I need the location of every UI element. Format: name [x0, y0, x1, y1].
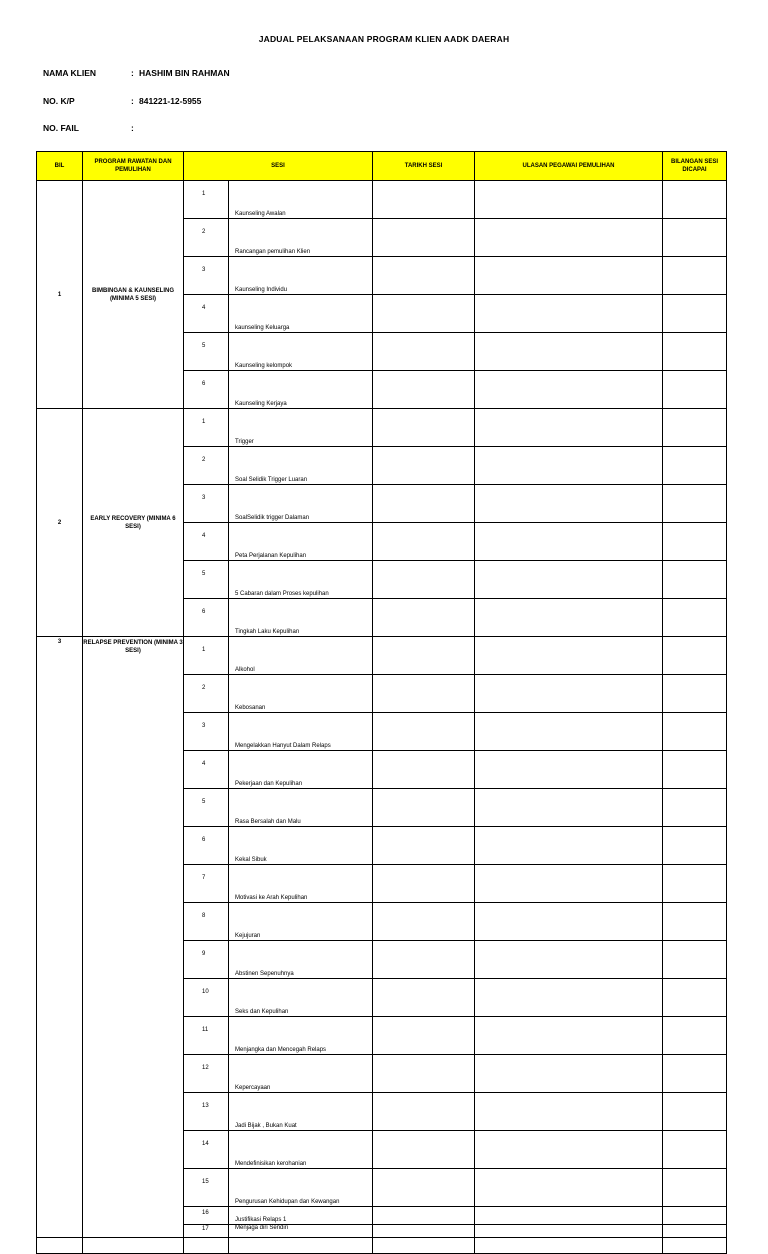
header-ulasan: ULASAN PEGAWAI PEMULIHAN: [475, 152, 663, 181]
officer-review-cell[interactable]: [475, 1093, 663, 1131]
session-date-cell[interactable]: [373, 485, 475, 523]
session-name: kaunseling Keluarga: [229, 295, 373, 333]
officer-review-cell[interactable]: [475, 1017, 663, 1055]
program-name: EARLY RECOVERY (MINIMA 6 SESI): [83, 409, 184, 637]
sessions-achieved-cell[interactable]: [663, 713, 727, 751]
session-name: Abstinen Sepenuhnya: [229, 941, 373, 979]
officer-review-cell[interactable]: [475, 1169, 663, 1207]
colon: :: [131, 96, 134, 106]
session-name: Tingkah Laku Kepulihan: [229, 599, 373, 637]
program-schedule-table: [36, 151, 727, 1254]
session-number: 5: [184, 561, 229, 599]
header-sesi: SESI: [184, 152, 373, 181]
header-program: PROGRAM RAWATAN DAN PEMULIHAN: [83, 152, 184, 181]
session-name: Pekerjaan dan Kepulihan: [229, 751, 373, 789]
session-date-cell[interactable]: [373, 1055, 475, 1093]
session-date-cell[interactable]: [373, 903, 475, 941]
officer-review-cell[interactable]: [475, 1207, 663, 1225]
program-number: 1: [37, 181, 83, 409]
officer-review-cell[interactable]: [475, 219, 663, 257]
session-name: Kaunseling Awalan: [229, 181, 373, 219]
ic-number-label: NO. K/P: [43, 96, 75, 106]
client-name-label: NAMA KLIEN: [43, 68, 97, 78]
sessions-achieved-cell[interactable]: [663, 827, 727, 865]
session-name: Mengelakkan Hanyut Dalam Relaps: [229, 713, 373, 751]
blank-cell: [184, 1238, 229, 1254]
session-name: Trigger: [229, 409, 373, 447]
session-number: 2: [184, 447, 229, 485]
file-number-label: NO. FAIL: [43, 123, 79, 133]
sessions-achieved-cell[interactable]: [663, 485, 727, 523]
session-date-cell[interactable]: [373, 637, 475, 675]
session-number: 11: [184, 1017, 229, 1055]
session-name: Kaunseling Kerjaya: [229, 371, 373, 409]
session-number: 17: [184, 1225, 229, 1238]
blank-cell: [83, 1238, 184, 1254]
officer-review-cell[interactable]: [475, 1225, 663, 1238]
session-name: Kejujuran: [229, 903, 373, 941]
header-tarikh: TARIKH SESI: [373, 152, 475, 181]
session-name: Mendefinisikan kerohanian: [229, 1131, 373, 1169]
session-name: Menjangka dan Mencegah Relaps: [229, 1017, 373, 1055]
session-name: Soal Selidik Trigger Luaran: [229, 447, 373, 485]
session-name: Menjaga diri Sendiri: [229, 1225, 373, 1238]
sessions-achieved-cell[interactable]: [663, 789, 727, 827]
session-number: 12: [184, 1055, 229, 1093]
session-number: 3: [184, 713, 229, 751]
officer-review-cell[interactable]: [475, 561, 663, 599]
session-date-cell[interactable]: [373, 447, 475, 485]
session-date-cell[interactable]: [373, 1169, 475, 1207]
session-number: 4: [184, 751, 229, 789]
session-name: Rasa Bersalah dan Malu: [229, 789, 373, 827]
sessions-achieved-cell[interactable]: [663, 371, 727, 409]
table-row: [37, 637, 727, 675]
client-name-value: HASHIM BIN RAHMAN: [139, 68, 230, 78]
officer-review-cell[interactable]: [475, 827, 663, 865]
sessions-achieved-cell[interactable]: [663, 1207, 727, 1225]
sessions-achieved-cell[interactable]: [663, 333, 727, 371]
session-date-cell[interactable]: [373, 751, 475, 789]
sessions-achieved-cell[interactable]: [663, 295, 727, 333]
session-name: Justifikasi Relaps 1: [229, 1207, 373, 1225]
table-row-blank: [37, 1238, 727, 1254]
session-date-cell[interactable]: [373, 371, 475, 409]
session-date-cell[interactable]: [373, 1207, 475, 1225]
program-name: BIMBINGAN & KAUNSELING (MINIMA 5 SESI): [83, 181, 184, 409]
session-number: 4: [184, 295, 229, 333]
session-name: Alkohol: [229, 637, 373, 675]
page-title: JADUAL PELAKSANAAN PROGRAM KLIEN AADK DAERAH: [258, 34, 510, 44]
sessions-achieved-cell[interactable]: [663, 1225, 727, 1238]
sessions-achieved-cell[interactable]: [663, 1017, 727, 1055]
officer-review-cell[interactable]: [475, 523, 663, 561]
session-number: 1: [184, 637, 229, 675]
session-date-cell[interactable]: [373, 333, 475, 371]
officer-review-cell[interactable]: [475, 447, 663, 485]
blank-cell[interactable]: [663, 1238, 727, 1254]
sessions-achieved-cell[interactable]: [663, 409, 727, 447]
session-number: 2: [184, 675, 229, 713]
session-name: Kepercayaan: [229, 1055, 373, 1093]
session-number: 10: [184, 979, 229, 1017]
officer-review-cell[interactable]: [475, 713, 663, 751]
program-number: 2: [37, 409, 83, 637]
session-date-cell[interactable]: [373, 941, 475, 979]
officer-review-cell[interactable]: [475, 485, 663, 523]
sessions-achieved-cell[interactable]: [663, 865, 727, 903]
colon: :: [131, 123, 134, 133]
session-name: SoalSelidik trigger Dalaman: [229, 485, 373, 523]
ic-number-value: 841221-12-5955: [139, 96, 202, 106]
sessions-achieved-cell[interactable]: [663, 979, 727, 1017]
session-date-cell[interactable]: [373, 409, 475, 447]
officer-review-cell[interactable]: [475, 979, 663, 1017]
session-name: Kebosanan: [229, 675, 373, 713]
session-name: Rancangan pemulihan Klien: [229, 219, 373, 257]
session-name: Motivasi ke Arah Kepulihan: [229, 865, 373, 903]
client-name-row: [43, 68, 230, 78]
sessions-achieved-cell[interactable]: [663, 257, 727, 295]
session-number: 1: [184, 181, 229, 219]
header-bil: BIL: [37, 152, 83, 181]
blank-cell[interactable]: [373, 1238, 475, 1254]
session-number: 5: [184, 789, 229, 827]
officer-review-cell[interactable]: [475, 675, 663, 713]
officer-review-cell[interactable]: [475, 295, 663, 333]
session-number: 9: [184, 941, 229, 979]
officer-review-cell[interactable]: [475, 1131, 663, 1169]
session-name: Pengurusan Kehidupan dan Kewangan: [229, 1169, 373, 1207]
session-number: 6: [184, 371, 229, 409]
sessions-achieved-cell[interactable]: [663, 447, 727, 485]
session-date-cell[interactable]: [373, 1017, 475, 1055]
session-date-cell[interactable]: [373, 561, 475, 599]
session-number: 6: [184, 599, 229, 637]
officer-review-cell[interactable]: [475, 941, 663, 979]
session-date-cell[interactable]: [373, 1093, 475, 1131]
session-number: 3: [184, 257, 229, 295]
officer-review-cell[interactable]: [475, 599, 663, 637]
table-row: [37, 409, 727, 447]
session-number: 8: [184, 903, 229, 941]
session-date-cell[interactable]: [373, 713, 475, 751]
session-name: Seks dan Kepulihan: [229, 979, 373, 1017]
session-number: 7: [184, 865, 229, 903]
officer-review-cell[interactable]: [475, 409, 663, 447]
officer-review-cell[interactable]: [475, 751, 663, 789]
session-date-cell[interactable]: [373, 979, 475, 1017]
session-number: 5: [184, 333, 229, 371]
session-date-cell[interactable]: [373, 827, 475, 865]
officer-review-cell[interactable]: [475, 903, 663, 941]
colon: :: [131, 68, 134, 78]
sessions-achieved-cell[interactable]: [663, 1055, 727, 1093]
session-name: Peta Perjalanan Kepulihan: [229, 523, 373, 561]
program-name: RELAPSE PREVENTION (MINIMA 3 SESI): [83, 637, 184, 1238]
blank-cell[interactable]: [475, 1238, 663, 1254]
session-name: Kaunseling Individu: [229, 257, 373, 295]
officer-review-cell[interactable]: [475, 637, 663, 675]
sessions-achieved-cell[interactable]: [663, 181, 727, 219]
session-date-cell[interactable]: [373, 865, 475, 903]
session-date-cell[interactable]: [373, 599, 475, 637]
session-name: Kekal Sibuk: [229, 827, 373, 865]
sessions-achieved-cell[interactable]: [663, 561, 727, 599]
sessions-achieved-cell[interactable]: [663, 219, 727, 257]
table-row: [37, 181, 727, 219]
session-date-cell[interactable]: [373, 1131, 475, 1169]
session-date-cell[interactable]: [373, 295, 475, 333]
sessions-achieved-cell[interactable]: [663, 941, 727, 979]
officer-review-cell[interactable]: [475, 333, 663, 371]
session-date-cell[interactable]: [373, 1225, 475, 1238]
session-number: 14: [184, 1131, 229, 1169]
session-number: 6: [184, 827, 229, 865]
sessions-achieved-cell[interactable]: [663, 523, 727, 561]
session-date-cell[interactable]: [373, 523, 475, 561]
sessions-achieved-cell[interactable]: [663, 637, 727, 675]
ic-number-row: [43, 96, 201, 106]
session-name: Kaunseling kelompok: [229, 333, 373, 371]
session-name: 5 Cabaran dalam Proses kepulihan: [229, 561, 373, 599]
sessions-achieved-cell[interactable]: [663, 1131, 727, 1169]
sessions-achieved-cell[interactable]: [663, 1169, 727, 1207]
header-bilangan: BILANGAN SESI DICAPAI: [663, 152, 727, 181]
sessions-achieved-cell[interactable]: [663, 599, 727, 637]
session-number: 3: [184, 485, 229, 523]
officer-review-cell[interactable]: [475, 257, 663, 295]
session-number: 13: [184, 1093, 229, 1131]
officer-review-cell[interactable]: [475, 865, 663, 903]
session-number: 1: [184, 409, 229, 447]
session-number: 4: [184, 523, 229, 561]
sessions-achieved-cell[interactable]: [663, 1093, 727, 1131]
session-date-cell[interactable]: [373, 675, 475, 713]
officer-review-cell[interactable]: [475, 181, 663, 219]
officer-review-cell[interactable]: [475, 1055, 663, 1093]
officer-review-cell[interactable]: [475, 789, 663, 827]
session-date-cell[interactable]: [373, 789, 475, 827]
blank-cell: [37, 1238, 83, 1254]
file-number-row: [43, 123, 139, 133]
session-number: 2: [184, 219, 229, 257]
table-header-row: [37, 152, 727, 181]
session-date-cell[interactable]: [373, 181, 475, 219]
sessions-achieved-cell[interactable]: [663, 675, 727, 713]
session-number: 16: [184, 1207, 229, 1225]
program-number: 3: [37, 637, 83, 1238]
session-date-cell[interactable]: [373, 219, 475, 257]
session-date-cell[interactable]: [373, 257, 475, 295]
sessions-achieved-cell[interactable]: [663, 903, 727, 941]
sessions-achieved-cell[interactable]: [663, 751, 727, 789]
blank-cell: [229, 1238, 373, 1254]
officer-review-cell[interactable]: [475, 371, 663, 409]
session-name: Jadi Bijak , Bukan Kuat: [229, 1093, 373, 1131]
session-number: 15: [184, 1169, 229, 1207]
